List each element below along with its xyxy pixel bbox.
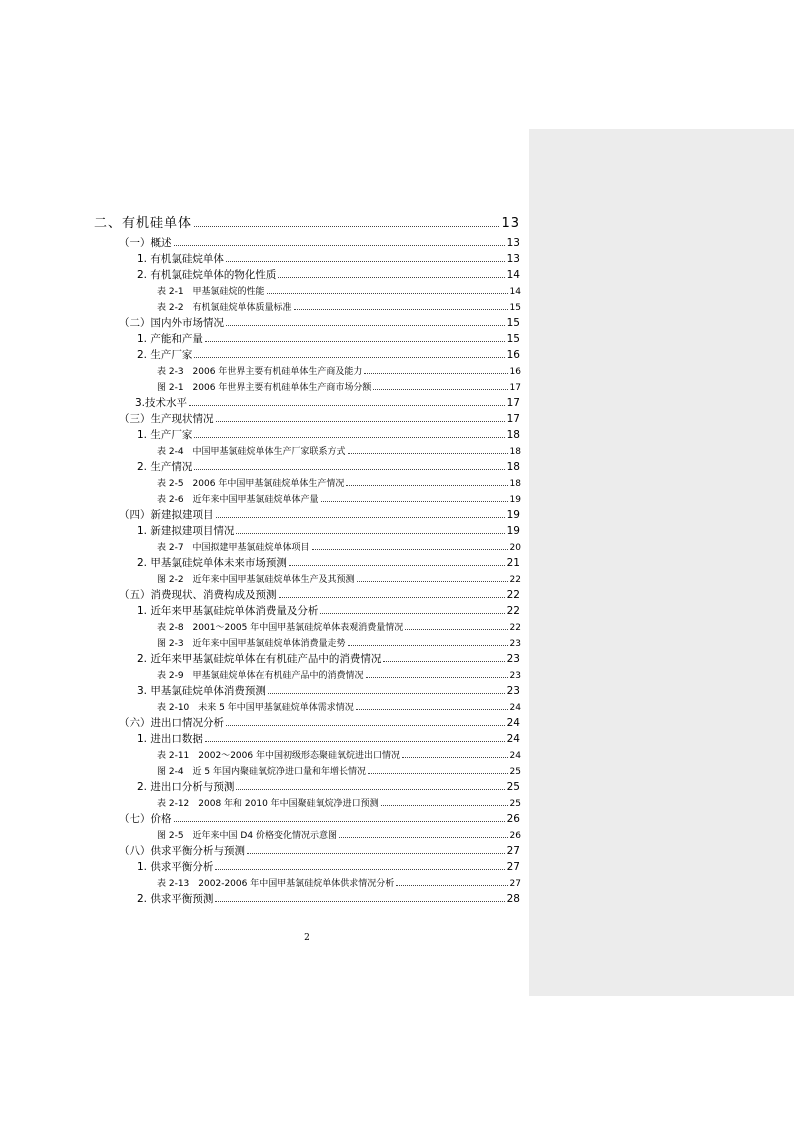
toc-entry-section[interactable] <box>119 715 520 730</box>
toc-entry-label: 表 2-5 2006 年中国甲基氯硅烷单体生产情况 <box>157 479 345 489</box>
toc-entry-section[interactable] <box>119 315 520 330</box>
toc-entry-label: 1. 有机氯硅烷单体 <box>137 253 224 265</box>
toc-page-number: 23 <box>509 639 521 649</box>
toc-entry-label: 二、有机硅单体 <box>94 216 193 231</box>
toc-leader-dots <box>194 226 499 227</box>
toc-page-number: 25 <box>506 781 520 793</box>
toc-entry-section[interactable] <box>119 587 520 602</box>
toc-entry-subsection[interactable] <box>137 347 520 362</box>
toc-leader-dots <box>320 613 504 614</box>
toc-page-number: 15 <box>509 303 521 313</box>
toc-entry-label: （四）新建拟建项目 <box>119 509 214 521</box>
toc-entry-subsection[interactable] <box>137 555 520 570</box>
toc-page-number: 23 <box>509 671 521 681</box>
toc-entry-label: （二）国内外市场情况 <box>119 317 224 329</box>
toc-leader-dots <box>215 869 504 870</box>
toc-page-number: 24 <box>509 751 521 761</box>
toc-leader-dots <box>194 469 504 470</box>
toc-leader-dots <box>236 789 504 790</box>
toc-entry-label: 图 2-1 2006 年世界主要有机硅单体生产商市场分额 <box>157 383 372 393</box>
toc-leader-dots <box>321 501 508 502</box>
toc-leader-dots <box>356 709 508 710</box>
toc-entry-figure[interactable] <box>157 572 521 585</box>
toc-entry-table[interactable] <box>157 876 521 889</box>
toc-leader-dots <box>405 629 507 630</box>
toc-page-number: 28 <box>506 893 520 905</box>
toc-entry-table[interactable] <box>157 476 521 489</box>
toc-entry-label: 表 2-13 2002-2006 年中国甲基氯硅烷单体供求情况分析 <box>157 879 395 889</box>
toc-leader-dots <box>279 597 505 598</box>
toc-leader-dots <box>348 645 508 646</box>
toc-leader-dots <box>189 405 505 406</box>
toc-page-number: 14 <box>506 269 520 281</box>
toc-page-number: 19 <box>506 509 520 521</box>
toc-leader-dots <box>216 421 505 422</box>
toc-entry-table[interactable] <box>157 748 521 761</box>
toc-entry-label: 2. 生产情况 <box>137 461 193 473</box>
toc-page-number: 18 <box>506 429 520 441</box>
toc-entry-label: 表 2-10 未来 5 年中国甲基氯硅烷单体需求情况 <box>157 703 354 713</box>
toc-page-number: 21 <box>506 557 520 569</box>
toc-entry-chapter[interactable] <box>94 212 520 231</box>
toc-page-number: 24 <box>509 703 521 713</box>
toc-entry-label: 2. 进出口分析与预测 <box>137 781 235 793</box>
toc-entry-subsection[interactable] <box>137 427 520 442</box>
toc-page-number: 15 <box>506 333 520 345</box>
toc-page-number: 22 <box>509 575 521 585</box>
toc-entry-label: （七）价格 <box>119 813 172 825</box>
toc-leader-dots <box>312 549 508 550</box>
toc-entry-figure[interactable] <box>157 764 521 777</box>
toc-entry-table[interactable] <box>157 540 521 553</box>
toc-entry-subsection[interactable] <box>135 395 520 410</box>
toc-entry-section[interactable] <box>119 507 520 522</box>
toc-entry-label: （一）概述 <box>119 237 172 249</box>
toc-entry-subsection[interactable] <box>137 651 520 666</box>
toc-page-number: 19 <box>506 525 520 537</box>
toc-leader-dots <box>247 853 505 854</box>
toc-page-number: 16 <box>506 349 520 361</box>
toc-entry-label: 3. 甲基氯硅烷单体消费预测 <box>137 685 266 697</box>
toc-page-number: 18 <box>506 461 520 473</box>
toc-entry-subsection[interactable] <box>137 331 520 346</box>
toc-leader-dots <box>194 357 504 358</box>
toc-page-number: 25 <box>509 799 521 809</box>
toc-entry-label: 1. 近年来甲基氯硅烷单体消费量及分析 <box>137 605 319 617</box>
toc-entry-label: 图 2-2 近年来中国甲基氯硅烷单体生产及其预测 <box>157 575 355 585</box>
toc-entry-table[interactable] <box>157 300 521 313</box>
toc-entry-figure[interactable] <box>157 380 521 393</box>
toc-leader-dots <box>174 821 505 822</box>
toc-page-number: 18 <box>509 479 521 489</box>
toc-page-number: 13 <box>506 237 520 249</box>
toc-entry-label: 1. 进出口数据 <box>137 733 203 745</box>
toc-leader-dots <box>205 341 505 342</box>
toc-entry-label: 表 2-7 中国拟建甲基氯硅烷单体项目 <box>157 543 310 553</box>
toc-leader-dots <box>205 741 505 742</box>
toc-entry-section[interactable] <box>119 843 520 858</box>
toc-leader-dots <box>226 325 505 326</box>
toc-entry-label: 表 2-2 有机氯硅烷单体质量标准 <box>157 303 292 313</box>
toc-leader-dots <box>194 437 504 438</box>
toc-leader-dots <box>236 533 504 534</box>
toc-page-number: 22 <box>506 605 520 617</box>
toc-entry-label: （三）生产现状情况 <box>119 413 214 425</box>
toc-leader-dots <box>346 485 507 486</box>
toc-entry-table[interactable] <box>157 364 521 377</box>
toc-page-number: 23 <box>506 653 520 665</box>
toc-page-number: 13 <box>506 253 520 265</box>
toc-leader-dots <box>268 693 505 694</box>
toc-leader-dots <box>383 661 504 662</box>
toc-entry-subsection[interactable] <box>137 459 520 474</box>
toc-leader-dots <box>396 885 507 886</box>
toc-entry-table[interactable] <box>157 796 521 809</box>
toc-entry-label: 图 2-3 近年来中国甲基氯硅烷单体消费量走势 <box>157 639 346 649</box>
toc-leader-dots <box>373 389 507 390</box>
toc-entry-section[interactable] <box>119 811 520 826</box>
toc-page-number: 15 <box>506 317 520 329</box>
toc-page-number: 17 <box>506 413 520 425</box>
toc-leader-dots <box>357 581 508 582</box>
toc-entry-label: 1. 生产厂家 <box>137 429 193 441</box>
toc-page-number: 16 <box>509 367 521 377</box>
toc-leader-dots <box>267 293 508 294</box>
toc-page-number: 20 <box>509 543 521 553</box>
toc-leader-dots <box>402 757 508 758</box>
toc-entry-label: 表 2-4 中国甲基氯硅烷单体生产厂家联系方式 <box>157 447 346 457</box>
toc-leader-dots <box>215 901 504 902</box>
toc-page-number: 17 <box>506 397 520 409</box>
toc-leader-dots <box>216 517 505 518</box>
toc-entry-table[interactable] <box>157 492 521 505</box>
toc-entry-label: 2. 生产厂家 <box>137 349 193 361</box>
toc-page-number: 14 <box>509 287 521 297</box>
toc-entry-figure[interactable] <box>157 636 521 649</box>
toc-entry-table[interactable] <box>157 700 521 713</box>
toc-entry-figure[interactable] <box>157 828 521 841</box>
toc-entry-label: 1. 供求平衡分析 <box>137 861 214 873</box>
toc-entry-label: （八）供求平衡分析与预测 <box>119 845 245 857</box>
toc-entry-label: （六）进出口情况分析 <box>119 717 224 729</box>
toc-entry-table[interactable] <box>157 444 521 457</box>
toc-leader-dots <box>278 277 504 278</box>
toc-entry-label: 表 2-11 2002～2006 年中国初级形态聚硅氧烷进出口情况 <box>157 751 400 761</box>
toc-page-number: 26 <box>509 831 521 841</box>
toc-entry-section[interactable] <box>119 411 520 426</box>
toc-entry-table[interactable] <box>157 284 521 297</box>
toc-entry-label: 3.技术水平 <box>135 397 188 409</box>
toc-page-number: 27 <box>506 845 520 857</box>
toc-entry-label: 表 2-3 2006 年世界主要有机硅单体生产商及能力 <box>157 367 363 377</box>
toc-entry-subsection[interactable] <box>137 859 520 874</box>
toc-page-number: 27 <box>509 879 521 889</box>
toc-entry-table[interactable] <box>157 620 521 633</box>
toc-entry-label: 表 2-12 2008 年和 2010 年中国聚硅氧烷净进口预测 <box>157 799 379 809</box>
toc-page-number: 26 <box>506 813 520 825</box>
toc-leader-dots <box>226 725 505 726</box>
toc-entry-label: 2. 甲基氯硅烷单体未来市场预测 <box>137 557 287 569</box>
toc-leader-dots <box>294 309 508 310</box>
toc-entry-label: 2. 近年来甲基氯硅烷单体在有机硅产品中的消费情况 <box>137 653 382 665</box>
toc-entry-label: 表 2-8 2001～2005 年中国甲基氯硅烷单体表观消费量情况 <box>157 623 404 633</box>
toc-page-number: 22 <box>509 623 521 633</box>
toc-entry-subsection[interactable] <box>137 523 520 538</box>
toc-entry-table[interactable] <box>157 668 521 681</box>
toc-entry-label: （五）消费现状、消费构成及预测 <box>119 589 277 601</box>
toc-page-number: 25 <box>509 767 521 777</box>
toc-leader-dots <box>174 245 505 246</box>
toc-page-number: 24 <box>506 733 520 745</box>
toc-entry-subsection[interactable] <box>137 731 520 746</box>
toc-page-number: 23 <box>506 685 520 697</box>
toc-entry-subsection[interactable] <box>137 683 520 698</box>
toc-page-number: 19 <box>509 495 521 505</box>
toc-leader-dots <box>289 565 505 566</box>
toc-entry-label: 图 2-5 近年来中国 D4 价格变化情况示意图 <box>157 831 337 841</box>
toc-page-number: 18 <box>509 447 521 457</box>
toc-entry-subsection[interactable] <box>137 251 520 266</box>
toc-page-number: 22 <box>506 589 520 601</box>
toc-leader-dots <box>348 453 508 454</box>
toc-leader-dots <box>339 837 508 838</box>
toc-entry-label: 图 2-4 近 5 年国内聚硅氧烷净进口量和年增长情况 <box>157 767 367 777</box>
toc-page-number: 27 <box>506 861 520 873</box>
toc-leader-dots <box>368 773 508 774</box>
toc-leader-dots <box>366 677 508 678</box>
toc-entry-subsection[interactable] <box>137 267 520 282</box>
toc-page-number: 17 <box>509 383 521 393</box>
toc-entry-subsection[interactable] <box>137 603 520 618</box>
toc-entry-label: 2. 有机氯硅烷单体的物化性质 <box>137 269 277 281</box>
toc-entry-subsection[interactable] <box>137 779 520 794</box>
toc-page-number: 13 <box>501 216 520 231</box>
toc-entry-label: 2. 供求平衡预测 <box>137 893 214 905</box>
toc-entry-label: 1. 新建拟建项目情况 <box>137 525 235 537</box>
toc-entry-subsection[interactable] <box>137 891 520 906</box>
page-number: 2 <box>304 933 310 943</box>
toc-leader-dots <box>226 261 505 262</box>
toc-entry-label: 1. 产能和产量 <box>137 333 203 345</box>
toc-entry-label: 表 2-1 甲基氯硅烷的性能 <box>157 287 265 297</box>
toc-entry-label: 表 2-6 近年来中国甲基氯硅烷单体产量 <box>157 495 319 505</box>
toc-page-number: 24 <box>506 717 520 729</box>
toc-entry-section[interactable] <box>119 235 520 250</box>
toc-entry-label: 表 2-9 甲基氯硅烷单体在有机硅产品中的消费情况 <box>157 671 364 681</box>
toc-leader-dots <box>364 373 507 374</box>
toc-leader-dots <box>381 805 508 806</box>
